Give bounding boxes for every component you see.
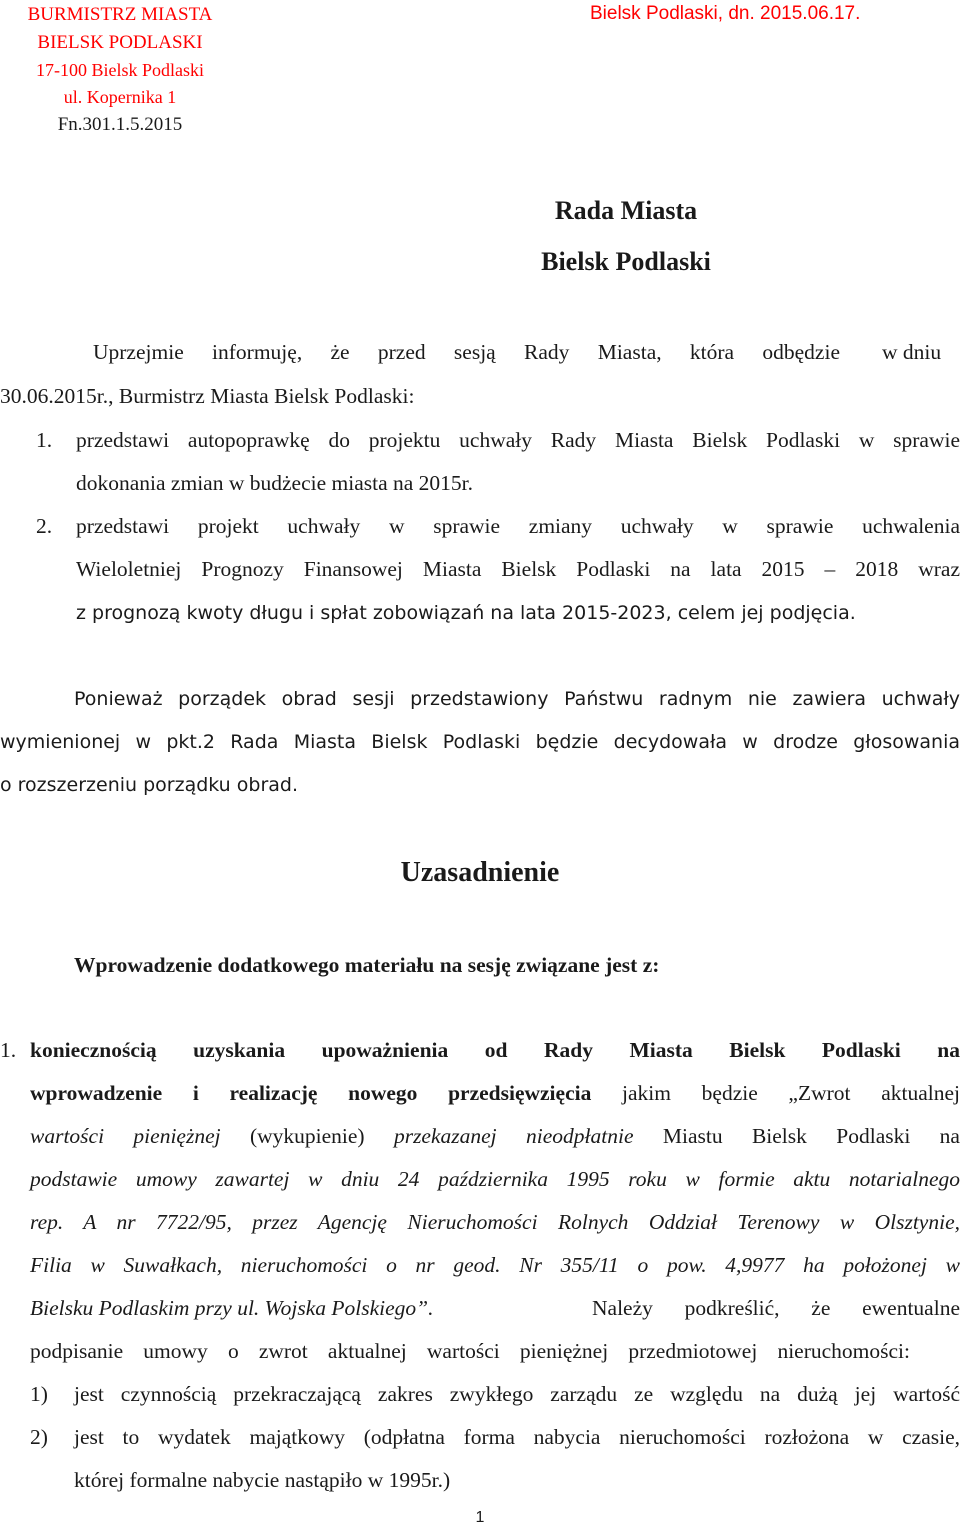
reason-line3-d: Miastu Bielsk Podlaski na	[633, 1124, 960, 1148]
reason-line7-italic: Bielsku Podlaskim przy ul. Wojska Polskiego”.	[30, 1296, 434, 1320]
item1-line1: przedstawi autopoprawkę do projektu uchwały Rady Miasta Bielsk Podlaski w sprawie	[76, 428, 960, 452]
subpoint1-text: jest czynnością przekraczającą zakres zwykłego zarządu ze względu na dużą jej wartość	[74, 1382, 960, 1406]
item2-line2: Wieloletniej Prognozy Finansowej Miasta Bielsk Podlaski na lata 2015 – 2018 wraz	[76, 557, 960, 581]
sender-street: ul. Kopernika 1	[63, 87, 177, 107]
note-line3: o rozszerzeniu porządku obrad.	[0, 774, 299, 796]
reason-line6: Filia w Suwałkach, nieruchomości o nr geod. Nr 355/11 o pow. 4,9977 ha położonej w	[30, 1253, 960, 1277]
item1-number: 1.	[36, 428, 53, 452]
note-line1: Ponieważ porządek obrad sesji przedstawiony Państwu radnym nie zawiera uchwały	[74, 688, 960, 710]
intro-line1-end: w dniu	[882, 340, 942, 364]
intro-line2: 30.06.2015r., Burmistrz Miasta Bielsk Podlaski:	[0, 384, 415, 408]
reason-line3-c: przekazanej nieodpłatnie	[393, 1124, 634, 1148]
reason-line2-bold: wprowadzenie i realizację nowego przedsięwzięcia	[30, 1081, 592, 1105]
item2-number: 2.	[36, 514, 53, 538]
subpoint2-number: 2)	[30, 1425, 48, 1449]
item1-line2: dokonania zmian w budżecie miasta na 2015r.	[76, 471, 474, 495]
addressee-line2: Bielsk Podlaski	[541, 247, 711, 276]
addressee-line1: Rada Miasta	[554, 196, 698, 225]
sender-name: BURMISTRZ MIASTA	[27, 4, 213, 25]
document-date: Bielsk Podlaski, dn. 2015.06.17.	[590, 3, 861, 24]
page-number: 1	[475, 1509, 485, 1526]
intro-line1: Uprzejmie informuję, że przed sesją Rady Miasta, która odbędzie	[93, 340, 840, 364]
reason-line1: koniecznością uzyskania upoważnienia od Rady Miasta Bielsk Podlaski na	[30, 1038, 960, 1062]
reason-line2-rest: jakim będzie „Zwrot aktualnej	[591, 1081, 960, 1105]
reference-number: Fn.301.1.5.2015	[57, 114, 183, 135]
note-line2: wymienionej w pkt.2 Rada Miasta Bielsk Podlaski będzie decydowała w drodze głosowania	[0, 731, 960, 753]
reason-line8: podpisanie umowy o zwrot aktualnej wartości pieniężnej przedmiotowej nieruchomości:	[30, 1339, 910, 1363]
justification-title: Uzasadnienie	[400, 857, 560, 888]
subpoint2-line1: jest to wydatek majątkowy (odpłatna forma nabycia nieruchomości rozłożona w czasie,	[74, 1425, 960, 1449]
subpoint2-line2: której formalne nabycie nastąpiło w 1995r.)	[74, 1468, 451, 1492]
sender-postcode: 17-100 Bielsk Podlaski	[35, 60, 204, 80]
item2-line3: z prognozą kwoty długu i spłat zobowiązań na lata 2015-2023, celem jej podjęcia.	[76, 602, 856, 624]
reason-line3-b: (wykupienie)	[220, 1124, 394, 1148]
reason-line5: rep. A nr 7722/95, przez Agencję Nieruchomości Rolnych Oddział Terenowy w Olsztynie,	[30, 1210, 960, 1234]
item2-line1: przedstawi projekt uchwały w sprawie zmiany uchwały w sprawie uchwalenia	[76, 514, 960, 538]
reason-line7-rest: Należy podkreślić, że ewentualne	[592, 1296, 960, 1320]
justification-subtitle: Wprowadzenie dodatkowego materiału na sesję związane jest z:	[74, 953, 660, 977]
reason-line3-a: wartości pieniężnej	[30, 1124, 221, 1148]
subpoint1-number: 1)	[30, 1382, 48, 1406]
reason-line4: podstawie umowy zawartej w dniu 24 października 1995 roku w formie aktu notarialnego	[30, 1167, 960, 1191]
reason-line2	[30, 1081, 960, 1106]
sender-city: BIELSK PODLASKI	[37, 32, 203, 53]
reason-number: 1.	[0, 1038, 17, 1062]
reason-line3	[30, 1124, 960, 1149]
